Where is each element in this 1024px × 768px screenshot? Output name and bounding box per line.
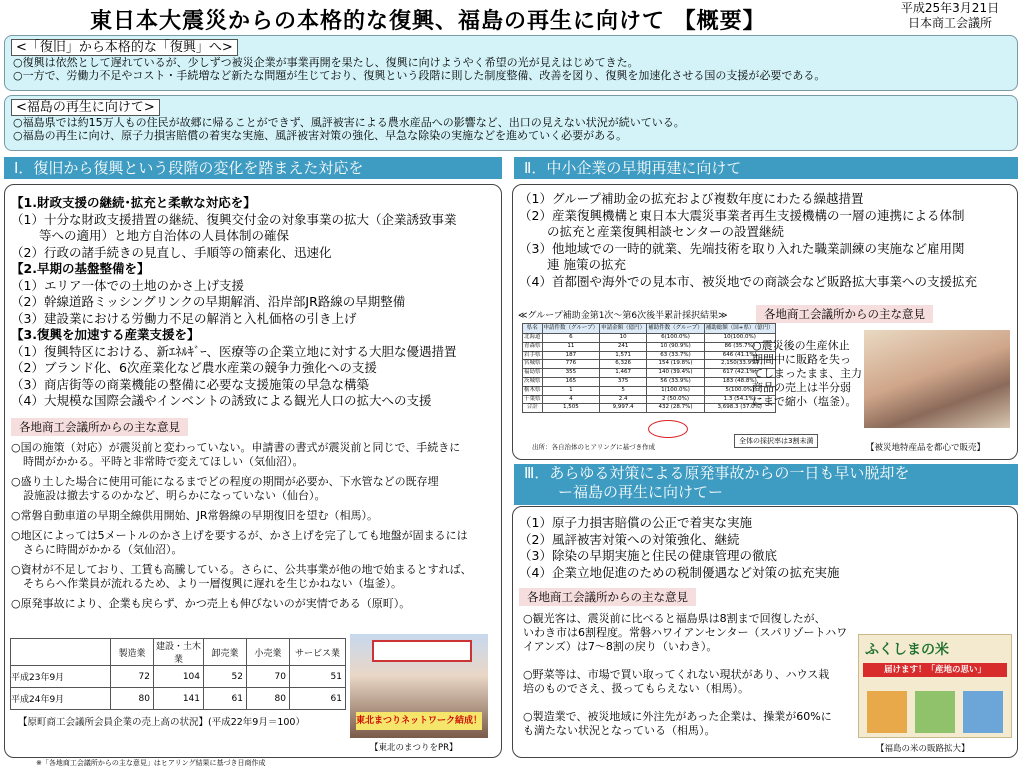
list-item: 【2.早期の基盤整備を】 [11,261,150,276]
list-item: （3）他地域での一時的就業、先端技術を取り入れた職業訓練の実施など雇用関 [519,240,965,256]
market-photo-caption: 【被災地特産品を都心で販売】 [866,443,986,453]
table-cell: 617 (42.1%) [704,369,775,378]
fukushima-summary-box [4,95,1018,151]
recovery-summary-line: ○復興は依然として遅れているが、少しずつ被災企業が事業再開を果たし、復興に向けようやく希望の光が見えはじめてきた。 [13,56,639,69]
table-cell: 岩手県 [523,351,543,360]
table-header: 申請件数（グループ） [542,324,600,334]
opinion-line: 時間がかかる。平時と非常時で変えてほしい（気仙沼）。 [23,454,304,468]
festival-banner-graphic [372,640,472,662]
opinion-line: さらに時間がかかる（気仙沼）。 [23,542,183,556]
list-item: （3）建設業における労働力不足の解消と入札価格の引き上げ [11,310,357,326]
section-3-title [514,464,1018,505]
table-cell: 61 [204,688,247,710]
sales-table [10,638,346,710]
festival-photo-caption: 【東北のまつりをPR】 [370,743,458,753]
table-header: 申請金額（億円） [600,324,647,334]
market-photo [864,330,1010,428]
table-row [523,342,776,351]
grant-table-title: ≪グループ補助金第1次～第6次後半累計採択結果≫ [518,311,728,321]
fukushima-summary-line: ○福島県では約15万人もの住民が故郷に帰ることができず、風評被害による農水産品への影響など、出口の見えない状況が続いている。 [13,116,685,129]
table-cell: 6 [542,334,600,343]
table-cell: 183 (48.8%) [704,377,775,386]
opinion-label: 各地商工会議所からの主な意見 [756,305,933,323]
recovery-summary-line: ○一方で、労働力不足やコスト・手続増など新たな問題が生じており、復興という段階に則した制度整備、改善を図り、復興を加速化させる国の支援が必要である。 [13,69,826,82]
list-item: （2）幹線道路ミッシングリンクの早期解消、沿岸部JR路線の早期整備 [11,294,406,309]
opinion-line: ○資材が不足しており、工賃も高騰している。さらに、公共事業が他の地で始まるとすれば、 [11,562,472,576]
table-row [523,386,776,395]
table-header-row [523,324,776,334]
table-header-row [11,639,346,666]
table-header: 小売業 [247,639,290,666]
table-cell: 1(100.0%) [647,386,705,395]
table-cell: 1.3 (54.1%) [704,395,775,404]
table-cell: 千葉県 [523,395,543,404]
table-cell: 2.4 [600,395,647,404]
table-cell: 10 [600,334,647,343]
table-cell: 80 [111,688,154,710]
opinion-line: そちらへ作業員が流れるため、より一層復興に遅れを生じかねない（塩釜）。 [23,576,403,590]
section-1-list [11,195,501,410]
rice-brand: ふくしまの米 [865,642,949,658]
footnote: ※「各地商工会議所からの主な意見」はヒアリング結果に基づき日商作成 [36,759,266,767]
list-item: （2）行政の諸手続きの見直し、手順等の簡素化、迅速化 [11,244,332,260]
table-cell: 平成23年9月 [11,666,111,688]
list-item: 連 施策の拡充 [547,257,626,272]
list-item: （2）産業復興機構と東日本大震災事業者再生支援機構の一層の連携による体制 [519,207,965,223]
table-cell: 154 (19.8%) [647,360,705,369]
table-cell: 9,997.4 [600,404,647,413]
highlight-circle [648,420,688,438]
table-cell: 86 (35.7%) [704,342,775,351]
table-cell: 1 [542,386,600,395]
table-row [523,395,776,404]
table-cell: 56 (33.9%) [647,377,705,386]
table-row [523,351,776,360]
table-cell: 104 [154,666,204,688]
rice-slogan: 届けます！「産地の思い」 [863,663,1007,677]
table-row [523,334,776,343]
opinion-line: てしまったまま、主力 [752,367,862,380]
section-1-title: Ⅰ．復旧から復興という段階の変化を踏まえた対応を [4,157,502,179]
rice-bag-graphic [867,691,907,733]
table-row [523,369,776,378]
table-cell: 5(100.0%) [704,386,775,395]
list-item: （1）エリア一体での土地のかさ上げ支援 [11,277,244,293]
opinion-line: ○国の施策（対応）が震災前と変わっていない。申請書の書式が震災前と同じで、手続きに [11,440,461,454]
rice-poster-caption: 【福島の米の販路拡大】 [876,744,970,754]
table-row [523,404,776,413]
list-item: （3）除染の早期実施と住民の健康管理の徹底 [519,548,777,563]
grant-table [522,323,776,413]
table-header: サービス業 [290,639,346,666]
table-cell: 61 [290,688,346,710]
table-cell: 1,571 [600,351,647,360]
table-header [11,639,111,666]
list-item: 等への適用）と地方自治体の人員体制の確保 [39,228,290,243]
table-cell: 合計 [523,404,543,413]
table-cell: 63 (33.7%) [647,351,705,360]
table-cell: 141 [154,688,204,710]
recovery-summary-heading: <「復旧」から本格的な「復興」へ> [11,39,238,56]
table-header: 補助総額（国+県）（億円） [704,324,775,334]
opinion-line: ○常磐自動車道の早期全線供用開始、JR常磐線の早期復旧を望む（相馬）。 [11,508,378,522]
opinion-line: いわき市は6割程度。常磐ハワイアンセンター（スパリゾートハワ [523,626,848,639]
list-item: 【3.復興を加速する産業支援を】 [11,327,200,342]
list-item: （4）大規模な国際会議やインベントの誘致による観光人口の拡大への支援 [11,393,432,408]
list-item: （1）原子力損害賠償の公正で着実な実施 [519,515,752,530]
issue-date: 平成25年3月21日 [900,1,1000,15]
list-item: （4）企業立地促進のための税制優遇など対策の拡充実施 [519,564,840,580]
opinion-label: 各地商工会議所からの主な意見 [11,418,188,436]
table-cell: 栃木県 [523,386,543,395]
list-item: （3）商店街等の商業機能の整備に必要な支援施策の早急な構築 [11,376,369,392]
table-cell: 5 [600,386,647,395]
page-title: 東日本大震災からの本格的な復興、福島の再生に向けて 【概要】 [90,9,766,34]
table-cell: 241 [600,342,647,351]
table-cell: 52 [204,666,247,688]
fukushima-summary-heading: <福島の再生に向けて> [11,99,160,116]
opinion-item [11,597,501,611]
table-header: 製造業 [111,639,154,666]
table-cell: 6(100.0%) [647,334,705,343]
opinion-line: にまで縮小（塩釜）。 [752,395,857,408]
opinion-line: 期間中に販路を失っ [752,353,851,366]
table-row [523,377,776,386]
section-3-title-line: Ⅲ．あらゆる対策による原発事故からの一日も早い脱却を [524,464,910,482]
recovery-summary-box [4,35,1018,91]
table-cell: 375 [600,377,647,386]
grant-note-callout: 全体の採択率は3割未満 [734,434,818,448]
table-header: 補助件数（グループ） [647,324,705,334]
section-3-subtitle: ー福島の再生に向けてー [558,483,724,501]
list-item: （1）十分な財政支援措置の継続、復興交付金の対象事業の拡大（企業誘致事業 [11,211,457,227]
opinion-line: ○観光客は、震災前に比べると福島県は8割まで回復したが、 [523,612,826,625]
fukushima-summary-line: ○福島の再生に向け、原子力損害賠償の着実な実施、風評被害対策の強化、早急な除染の実施などを進めていく必要がある。 [13,129,628,142]
table-cell: 72 [111,666,154,688]
list-item: の拡充と産業復興相談センターの設置継続 [547,224,785,239]
opinion-line: ○地区によっては5メートルのかさ上げを要するが、かさ上げを完了しても地盤が固まるには [11,528,468,542]
list-item: （4）首都圏や海外での見本市、被災地での商談会など販路拡大事業への支援拡充 [519,273,977,289]
opinion-line: も満たない状況となっている（相馬）。 [523,724,716,737]
table-cell: 776 [542,360,600,369]
table-header: 建設・土木業 [154,639,204,666]
opinion-item [11,529,501,557]
opinion-item [11,563,501,591]
table-cell: 茨城県 [523,377,543,386]
opinion-line: ○震災後の生産休止 [752,339,850,352]
list-item: 【1.財政支援の継続･拡充と柔軟な対応を】 [11,195,256,210]
date-org-block [880,1,1020,31]
table-row [11,666,346,688]
opinion-line: ○原発事故により、企業も戻らず、かつ売上も伸びないのが実情である（原町）。 [11,596,411,610]
opinion-line: ○製造業で、被災地域に外注先があった企業は、操業が60%に [523,710,832,723]
list-item: （2）風評被害対策への対策強化、継続 [519,531,740,547]
table-cell: 165 [542,377,600,386]
table-header: 卸売業 [204,639,247,666]
table-cell: 10 (90.9%) [647,342,705,351]
sales-table-caption: 【原町商工会議所会員企業の売上高の状況】(平成22年9月＝100） [18,717,305,728]
list-item: （1）グループ補助金の拡充および複数年度にわたる繰越措置 [519,191,864,206]
rice-poster [858,634,1012,738]
table-cell: 6,326 [600,360,647,369]
opinion-item [11,441,501,469]
table-cell: 70 [247,666,290,688]
table-cell: 宮城県 [523,360,543,369]
table-cell: 2 (50.0%) [647,395,705,404]
table-row [523,360,776,369]
table-cell: 10(100.0%) [704,334,775,343]
opinion-list [11,441,501,611]
table-cell: 11 [542,342,600,351]
table-cell: 平成24年9月 [11,688,111,710]
table-cell: 4 [542,395,600,404]
table-cell: 80 [247,688,290,710]
table-cell: 北海道 [523,334,543,343]
opinion-line: ○野菜等は、市場で買い取ってくれない現状があり、ハウス栽 [523,668,830,681]
opinion-line: 商品の売上は半分弱 [752,381,851,394]
table-header: 県名 [523,324,543,334]
table-cell: 1,505 [542,404,600,413]
table-cell: 646 (41.1%) [704,351,775,360]
section-2-opinion [752,339,862,409]
rice-bag-graphic [915,691,955,733]
opinion-line: ○盛り土した場合に使用可能になるまでどの程度の期間が必要か、下水管などの既存埋 [11,474,439,488]
section-2-title: Ⅱ．中小企業の早期再建に向けて [514,157,1018,179]
opinion-item [11,509,501,523]
table-cell: 青森県 [523,342,543,351]
table-cell: 福島県 [523,369,543,378]
table-cell: 51 [290,666,346,688]
festival-banner-text: 東北まつりネットワーク結成！ [356,712,482,730]
grant-table-source: 出所：各自治体のヒアリングに基づき作成 [532,443,656,451]
table-cell: 3,698.3 (37.0%) [704,404,775,413]
list-item: （2）ブランド化、6次産業化など農水産業の競争力強化への支援 [11,360,377,375]
table-cell: 187 [542,351,600,360]
opinion-item [11,475,501,503]
table-cell: 2,150(33.9%) [704,360,775,369]
table-cell: 140 (39.4%) [647,369,705,378]
table-row [11,688,346,710]
opinion-line: イアンズ）は7～8割の戻り（いわき）。 [523,640,718,653]
opinion-line: 設施設は撤去するのかなど、明らかになっていない（仙台）。 [23,488,326,502]
list-item: （1）復興特区における、新ｴﾈﾙｷﾞｰ、医療等の企業立地に対する大胆な優遇措置 [11,343,457,359]
table-cell: 1,467 [600,369,647,378]
rice-bag-graphic [963,691,1003,733]
opinion-line: 培のものでさえ、扱ってもらえない（相馬）。 [523,682,750,695]
organization-name: 日本商工会議所 [907,16,992,30]
festival-photo [350,634,488,738]
table-cell: 432 (28.7%) [647,404,705,413]
opinion-label: 各地商工会議所からの主な意見 [519,588,696,606]
table-cell: 355 [542,369,600,378]
